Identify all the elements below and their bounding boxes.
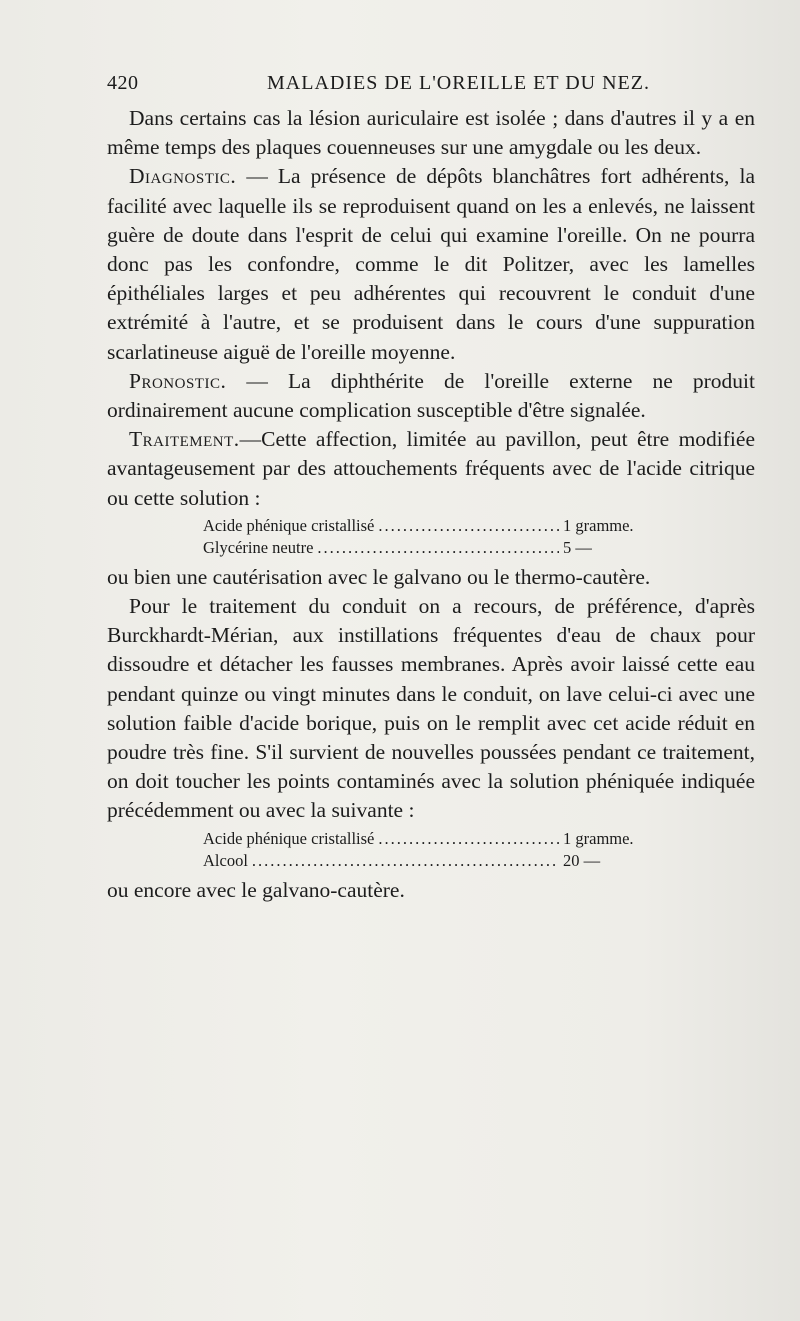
diagnostic-heading: Diagnostic. <box>129 164 237 189</box>
formula-first <box>203 515 643 559</box>
leader-dots <box>378 828 559 850</box>
formula-quantity: 1 gramme. <box>563 515 634 535</box>
traitement-heading: Traitement. <box>129 427 240 452</box>
body-text <box>107 104 755 905</box>
paragraph-cauterisation: ou bien une cautérisation avec le galvano ou le thermo-cautère. <box>107 564 651 589</box>
formula-ingredient: Alcool <box>203 850 248 870</box>
formula-row <box>203 537 643 559</box>
formula-ingredient: Glycérine neutre <box>203 537 314 557</box>
paragraph-traitement <box>107 425 755 513</box>
page-header <box>107 72 757 102</box>
formula-ingredient: Acide phénique cristallisé <box>203 515 375 535</box>
paragraph-galvano: ou encore avec le galvano-cautère. <box>107 877 405 902</box>
paragraph-conduit: Pour le traitement du conduit on a recours, de préférence, d'après Burckhardt-Mérian, aux instillations fréquentes d'eau de chaux pour dissoudre et détacher les fausses membranes. Après avoir laissé cette eau pendant quinze ou vingt minutes dans le conduit, on lave celui-ci avec une solution faible d'acide borique, puis on le remplit avec cet acide réduit en poudre très fine. S'il survient de nouvelles poussées pendant ce traitement, on doit toucher les points contaminés avec la solution phéniquée indiquée précédemment ou avec la suivante : <box>107 594 755 823</box>
paragraph-diagnostic <box>107 162 755 366</box>
formula-row <box>203 515 643 537</box>
diagnostic-text: — La présence de dépôts blanchâtres fort adhérents, la facilité avec laquelle ils se reproduisent quand on les a enlevés, ne laissent guère de doute dans l'esprit de celui qui examine l'oreille. On ne pourra donc pas les confondre, comme le dit Politzer, avec les lamelles épithéliales larges et peu adhérentes qui recouvrent le conduit d'une extrémité à l'autre, et se produisent dans le cours d'une suppuration scarlatineuse aiguë de l'oreille moyenne. <box>107 164 755 364</box>
formula-ingredient: Acide phénique cristallisé <box>203 828 375 848</box>
leader-dots <box>317 537 559 559</box>
formula-row <box>203 828 643 850</box>
paragraph-pronostic <box>107 367 755 425</box>
running-title: MALADIES DE L'OREILLE ET DU NEZ. <box>267 72 650 94</box>
traitement-text: —Cette affection, limitée au pavillon, peut être modifiée avantageusement par des attouchements fréquents avec de l'acide citrique ou cette solution : <box>107 427 755 510</box>
formula-quantity: 20 — <box>563 850 601 870</box>
pronostic-heading: Pronostic. <box>129 368 227 393</box>
page-number: 420 <box>107 72 139 94</box>
leader-dots <box>252 850 559 872</box>
formula-quantity: 1 gramme. <box>563 828 634 848</box>
leader-dots <box>378 515 559 537</box>
paragraph-lesion: Dans certains cas la lésion auriculaire est isolée ; dans d'autres il y a en même temps des plaques couenneuses sur une amygdale ou les deux. <box>107 106 755 160</box>
formula-quantity: 5 — <box>563 537 592 557</box>
pronostic-text: — La diphthérite de l'oreille externe ne produit ordinairement aucune complication susceptible d'être signalée. <box>107 368 755 423</box>
formula-second <box>203 828 643 872</box>
formula-row <box>203 850 643 872</box>
